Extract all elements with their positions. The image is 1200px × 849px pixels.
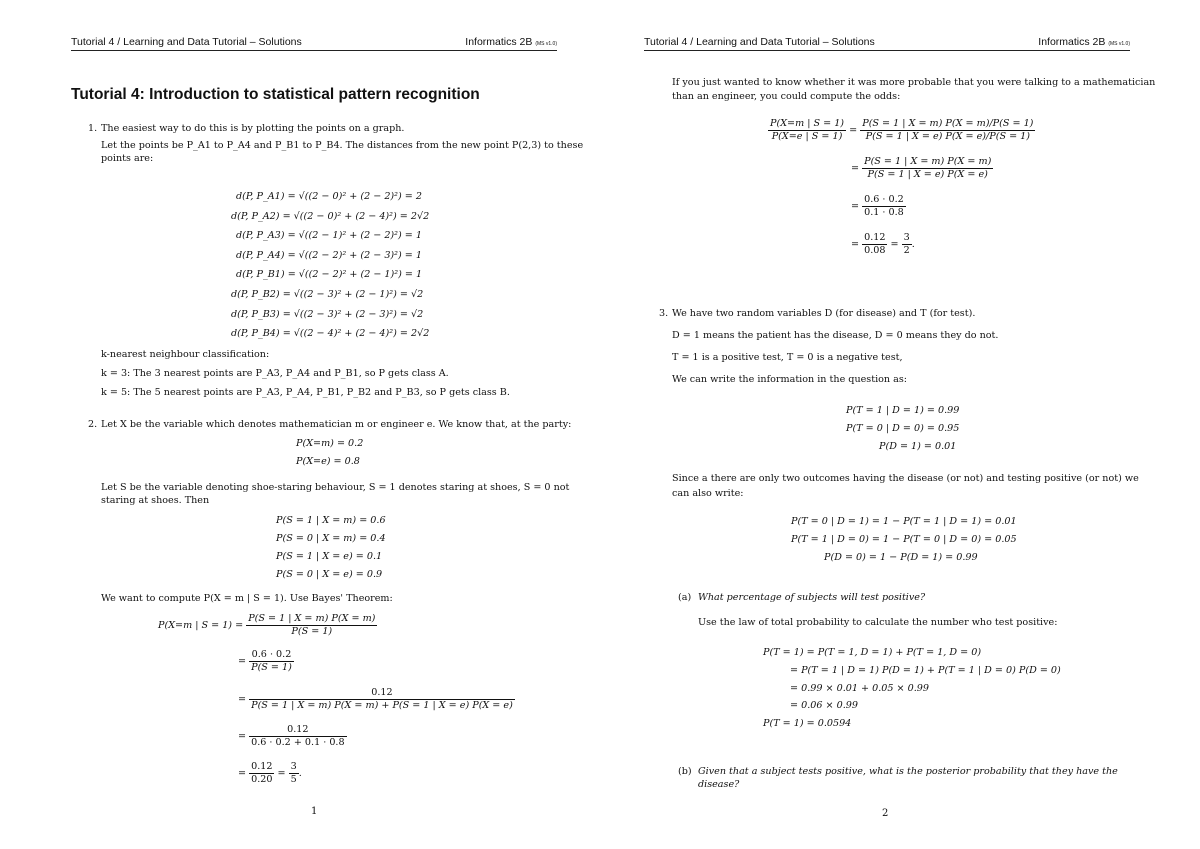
odds-line1: If you just wanted to know whether it was more probable that you were talking to a mathematician [672, 77, 1156, 88]
odds-step-4: = $\frac{0.12}{0.08}$ = $\frac{3}{2}$ . [851, 232, 915, 256]
q2-line4: We want to compute P(X = m | S = 1). Use Bayes' Theorem: [101, 593, 393, 604]
knn-k5: k = 5: The 5 nearest points are P_A3, P_A4, P_B1, P_B2 and P_B3, so P gets class B. [101, 387, 510, 398]
q3-line3: T = 1 is a positive test, T = 0 is a negative test, [672, 352, 903, 363]
header-course: Informatics 2B [1038, 36, 1106, 48]
header-right [465, 36, 557, 48]
bayes-lhs: P(X=m | S = 1) = [158, 620, 244, 631]
total-prob-5: P(T = 1) = 0.0594 [763, 718, 852, 729]
q3-line6: can also write: [672, 488, 744, 499]
likelihood-1: P(S = 1 | X = m) = 0.6 [276, 515, 386, 526]
qa-line: Use the law of total probability to calculate the number who test positive: [698, 617, 1058, 628]
header-version: (MS v1.0) [1108, 41, 1130, 47]
derived-2: P(T = 1 | D = 0) = 1 − P(T = 0 | D = 0) = 0.05 [791, 534, 1017, 545]
bayes-step-3: = $\frac{0.12}{P(S = 1 | X = m) P(X = m) + P(S = 1 | X = e) P(X = e)}$ [238, 687, 513, 711]
q2-number: 2. [88, 419, 98, 430]
likelihood-2: P(S = 0 | X = m) = 0.4 [276, 533, 386, 544]
page-number: 2 [882, 808, 889, 819]
bayes-3-numerator: 0.12 [249, 687, 515, 700]
odds-1-denominator: P(S = 1 | X = e) P(X = e)/P(S = 1) [865, 131, 1031, 142]
odds-2-denominator: P(S = 1 | X = e) P(X = e) [867, 169, 988, 180]
derived-1: P(T = 0 | D = 1) = 1 − P(T = 1 | D = 1) = 0.01 [791, 516, 1017, 527]
distance-equation: d(P, P_A2) = √((2 − 0)² + (2 − 4)²) = 2√2 [231, 210, 430, 222]
header-right [1038, 36, 1130, 48]
q1-line3: points are: [101, 153, 154, 164]
odds-step-3: = $\frac{0.6 \cdot 0.2}{0.1 \cdot 0.8}$ [851, 194, 904, 218]
q3-line4: We can write the information in the question as: [672, 374, 908, 385]
distance-equation: d(P, P_B1) = √((2 − 2)² + (2 − 1)²) = 1 [236, 269, 423, 281]
odds-line2: than an engineer, you could compute the odds: [672, 91, 901, 102]
likelihood-3: P(S = 1 | X = e) = 0.1 [276, 551, 383, 562]
bayes-4-numerator: 0.12 [249, 724, 346, 737]
odds-3-numerator: 0.6 · 0.2 [864, 194, 904, 205]
qa-label: (a) [678, 592, 692, 603]
q3-number: 3. [659, 308, 669, 319]
distance-equation: d(P, P_A4) = √((2 − 2)² + (2 − 3)²) = 1 [236, 249, 422, 261]
given-1: P(T = 1 | D = 1) = 0.99 [846, 405, 960, 416]
bayes-5-denominator: 0.20 [251, 774, 273, 785]
odds-4b-numerator: 3 [903, 232, 910, 243]
bayes-step-5: = $\frac{0.12}{0.20}$ = $\frac{3}{5}$ . [238, 761, 302, 785]
page-2 [600, 0, 1200, 849]
page-header [71, 36, 557, 51]
header-left: Tutorial 4 / Learning and Data Tutorial – Solutions [644, 36, 875, 48]
distance-equation: d(P, P_A3) = √((2 − 1)² + (2 − 2)²) = 1 [236, 230, 422, 242]
derived-3: P(D = 0) = 1 − P(D = 1) = 0.99 [824, 552, 978, 563]
q2-line3: staring at shoes. Then [101, 495, 210, 506]
odds-step-1: $\frac{P(X=m | S = 1)}{P(X=e | S = 1)}$ = $\frac{P(S = 1 | X = m) P(X = m)/P(S = 1)}{P(S = 1 | X = e) P(X = e)/P(S = 1)}$ [770, 118, 1034, 142]
odds-3-denominator: 0.1 · 0.8 [864, 207, 904, 218]
qb-label: (b) [678, 766, 692, 777]
distance-equation: d(P, P_B4) = √((2 − 4)² + (2 − 4)²) = 2√2 [231, 328, 430, 340]
page-header [644, 36, 1130, 51]
total-prob-4: = 0.06 × 0.99 [790, 700, 858, 711]
knn-k3: k = 3: The 3 nearest points are P_A3, P_A4 and P_B1, so P gets class A. [101, 368, 449, 379]
qb-text2: disease? [698, 779, 740, 790]
q2-line1: Let X be the variable which denotes mathematician m or engineer e. We know that, at the party: [101, 419, 572, 430]
bayes-2-numerator: 0.6 · 0.2 [249, 649, 294, 662]
q1-number: 1. [88, 123, 98, 134]
odds-step-2: = $\frac{P(S = 1 | X = m) P(X = m)}{P(S = 1 | X = e) P(X = e)}$ [851, 156, 992, 180]
qb-text1: Given that a subject tests positive, what is the posterior probability that they have the [698, 766, 1118, 777]
bayes-2-denominator: P(S = 1) [251, 662, 292, 673]
bayes-step-2: = $\frac{0.6 \cdot 0.2}{P(S = 1)}$ [238, 649, 292, 673]
given-2: P(T = 0 | D = 0) = 0.95 [846, 423, 960, 434]
odds-4b-denominator: 2 [903, 245, 910, 256]
odds-2-numerator: P(S = 1 | X = m) P(X = m) [864, 156, 992, 167]
header-left: Tutorial 4 / Learning and Data Tutorial – Solutions [71, 36, 302, 48]
distance-equation: d(P, P_A1) = √((2 − 0)² + (2 − 2)²) = 2 [236, 191, 422, 202]
odds-lhs-numerator: P(X=m | S = 1) [770, 118, 845, 129]
q2-line2: Let S be the variable denoting shoe-staring behaviour, S = 1 denotes staring at shoes, S = 0 not [101, 482, 570, 493]
knn-heading: k-nearest neighbour classification: [101, 349, 270, 360]
prior-e: P(X=e) = 0.8 [296, 456, 360, 467]
bayes-3-denominator: P(S = 1 | X = m) P(X = m) + P(S = 1 | X = e) P(X = e) [251, 700, 513, 711]
given-3: P(D = 1) = 0.01 [879, 441, 957, 452]
q3-line5: Since a there are only two outcomes having the disease (or not) and testing positive (or not) we [672, 473, 1139, 484]
likelihood-4: P(S = 0 | X = e) = 0.9 [276, 569, 383, 580]
q1-line1: The easiest way to do this is by plotting the points on a graph. [101, 123, 405, 134]
total-prob-2: = P(T = 1 | D = 1) P(D = 1) + P(T = 1 | D = 0) P(D = 0) [790, 665, 1061, 676]
bayes-step-4: = $\frac{0.12}{0.6 \cdot 0.2 + 0.1 \cdot 0.8}$ [238, 724, 345, 748]
bayes-5b-numerator: 3 [290, 761, 297, 772]
distance-equation: d(P, P_B3) = √((2 − 3)² + (2 − 3)²) = √2 [231, 308, 424, 320]
bayes-1-numerator: P(S = 1 | X = m) P(X = m) [248, 613, 376, 624]
page-number: 1 [311, 806, 318, 817]
odds-4-numerator: 0.12 [864, 232, 886, 243]
odds-1-numerator: P(S = 1 | X = m) P(X = m)/P(S = 1) [862, 118, 1034, 129]
bayes-5-numerator: 0.12 [251, 761, 273, 772]
total-prob-1: P(T = 1) = P(T = 1, D = 1) + P(T = 1, D = 0) [763, 647, 982, 658]
prior-m: P(X=m) = 0.2 [296, 438, 364, 449]
q3-line1: We have two random variables D (for disease) and T (for test). [672, 308, 976, 319]
total-prob-3: = 0.99 × 0.01 + 0.05 × 0.99 [790, 683, 929, 694]
header-course: Informatics 2B [465, 36, 533, 48]
bayes-1-denominator: P(S = 1) [291, 626, 333, 637]
bayes-5b-denominator: 5 [290, 774, 297, 785]
header-version: (MS v1.0) [535, 41, 557, 47]
q1-line2: Let the points be P_A1 to P_A4 and P_B1 to P_B4. The distances from the new point P(2,3) to these [101, 140, 584, 151]
qa-text: What percentage of subjects will test positive? [698, 592, 926, 603]
distance-equation: d(P, P_B2) = √((2 − 3)² + (2 − 1)²) = √2 [231, 289, 424, 300]
page-title: Tutorial 4: Introduction to statistical pattern recognition [71, 86, 480, 103]
odds-4-denominator: 0.08 [864, 245, 886, 256]
bayes-4-denominator: 0.6 · 0.2 + 0.1 · 0.8 [251, 737, 345, 748]
bayes-step-1 [158, 613, 377, 638]
q3-line2: D = 1 means the patient has the disease, D = 0 means they do not. [672, 330, 999, 341]
odds-lhs-denominator: P(X=e | S = 1) [771, 131, 843, 142]
